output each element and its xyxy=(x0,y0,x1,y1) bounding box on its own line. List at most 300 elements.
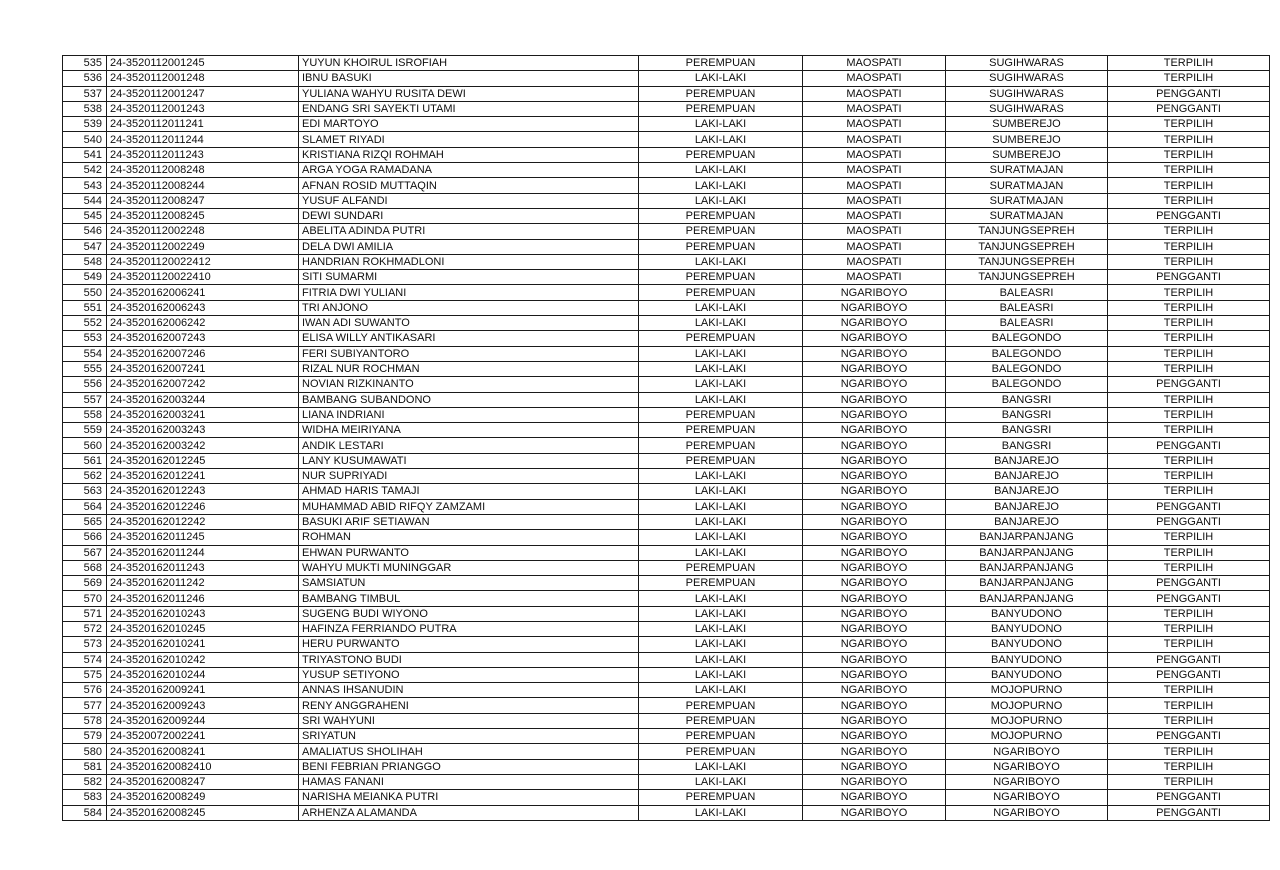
district-cell: NGARIBOYO xyxy=(803,729,946,744)
village-cell: BANJAREJO xyxy=(946,484,1108,499)
table-row xyxy=(63,86,1270,101)
district-cell: NGARIBOYO xyxy=(803,621,946,636)
village-cell: BALEGONDO xyxy=(946,361,1108,376)
table-row xyxy=(63,56,1270,71)
table-row xyxy=(63,805,1270,820)
full-name-cell: TRIYASTONO BUDI xyxy=(299,652,639,667)
gender-cell: LAKI-LAKI xyxy=(639,606,803,621)
full-name-cell: ARHENZA ALAMANDA xyxy=(299,805,639,820)
gender-cell: LAKI-LAKI xyxy=(639,484,803,499)
table-row xyxy=(63,591,1270,606)
row-number-cell: 563 xyxy=(63,484,107,499)
registration-number-cell: 24-3520162009243 xyxy=(107,698,299,713)
village-cell: TANJUNGSEPREH xyxy=(946,239,1108,254)
registration-number-cell: 24-3520162006242 xyxy=(107,316,299,331)
status-cell: TERPILIH xyxy=(1108,683,1270,698)
gender-cell: PEREMPUAN xyxy=(639,423,803,438)
registration-number-cell: 24-35201120022410 xyxy=(107,270,299,285)
registration-number-cell: 24-3520162010244 xyxy=(107,667,299,682)
village-cell: SUGIHWARAS xyxy=(946,86,1108,101)
gender-cell: PEREMPUAN xyxy=(639,208,803,223)
district-cell: MAOSPATI xyxy=(803,163,946,178)
full-name-cell: YUSUP SETIYONO xyxy=(299,667,639,682)
full-name-cell: LANY KUSUMAWATI xyxy=(299,453,639,468)
status-cell: PENGGANTI xyxy=(1108,101,1270,116)
village-cell: TANJUNGSEPREH xyxy=(946,270,1108,285)
status-cell: TERPILIH xyxy=(1108,774,1270,789)
registration-number-cell: 24-3520112008244 xyxy=(107,178,299,193)
village-cell: SURATMAJAN xyxy=(946,163,1108,178)
district-cell: NGARIBOYO xyxy=(803,361,946,376)
status-cell: TERPILIH xyxy=(1108,637,1270,652)
registration-number-cell: 24-3520112008247 xyxy=(107,193,299,208)
registration-number-cell: 24-3520162011245 xyxy=(107,530,299,545)
district-cell: NGARIBOYO xyxy=(803,545,946,560)
full-name-cell: HANDRIAN ROKHMADLONI xyxy=(299,254,639,269)
registration-number-cell: 24-3520162012245 xyxy=(107,453,299,468)
gender-cell: LAKI-LAKI xyxy=(639,514,803,529)
registration-number-cell: 24-3520162012246 xyxy=(107,499,299,514)
row-number-cell: 536 xyxy=(63,71,107,86)
full-name-cell: MUHAMMAD ABID RIFQY ZAMZAMI xyxy=(299,499,639,514)
district-cell: NGARIBOYO xyxy=(803,316,946,331)
village-cell: NGARIBOYO xyxy=(946,774,1108,789)
status-cell: PENGGANTI xyxy=(1108,208,1270,223)
gender-cell: PEREMPUAN xyxy=(639,331,803,346)
registration-number-cell: 24-3520112011244 xyxy=(107,132,299,147)
table-row xyxy=(63,254,1270,269)
district-cell: MAOSPATI xyxy=(803,86,946,101)
registration-number-cell: 24-3520112008245 xyxy=(107,208,299,223)
table-row xyxy=(63,270,1270,285)
registration-number-cell: 24-3520112011243 xyxy=(107,147,299,162)
full-name-cell: ANNAS IHSANUDIN xyxy=(299,683,639,698)
gender-cell: LAKI-LAKI xyxy=(639,530,803,545)
village-cell: MOJOPURNO xyxy=(946,713,1108,728)
gender-cell: LAKI-LAKI xyxy=(639,377,803,392)
gender-cell: LAKI-LAKI xyxy=(639,591,803,606)
table-row xyxy=(63,193,1270,208)
gender-cell: LAKI-LAKI xyxy=(639,652,803,667)
district-cell: NGARIBOYO xyxy=(803,453,946,468)
gender-cell: LAKI-LAKI xyxy=(639,499,803,514)
status-cell: TERPILIH xyxy=(1108,132,1270,147)
table-row xyxy=(63,239,1270,254)
full-name-cell: TRI ANJONO xyxy=(299,300,639,315)
registration-number-cell: 24-3520162008241 xyxy=(107,744,299,759)
registration-number-cell: 24-35201120022412 xyxy=(107,254,299,269)
table-row xyxy=(63,163,1270,178)
district-cell: NGARIBOYO xyxy=(803,331,946,346)
village-cell: BANJARPANJANG xyxy=(946,530,1108,545)
village-cell: BALEGONDO xyxy=(946,377,1108,392)
registration-number-cell: 24-3520112002248 xyxy=(107,224,299,239)
status-cell: TERPILIH xyxy=(1108,469,1270,484)
district-cell: MAOSPATI xyxy=(803,147,946,162)
row-number-cell: 565 xyxy=(63,514,107,529)
status-cell: TERPILIH xyxy=(1108,193,1270,208)
table-row xyxy=(63,729,1270,744)
district-cell: NGARIBOYO xyxy=(803,499,946,514)
gender-cell: LAKI-LAKI xyxy=(639,361,803,376)
gender-cell: PEREMPUAN xyxy=(639,729,803,744)
gender-cell: PEREMPUAN xyxy=(639,698,803,713)
table-row xyxy=(63,361,1270,376)
registration-number-cell: 24-3520112001245 xyxy=(107,56,299,71)
village-cell: NGARIBOYO xyxy=(946,744,1108,759)
row-number-cell: 582 xyxy=(63,774,107,789)
village-cell: BANJAREJO xyxy=(946,514,1108,529)
row-number-cell: 555 xyxy=(63,361,107,376)
registration-number-cell: 24-3520162012241 xyxy=(107,469,299,484)
full-name-cell: SAMSIATUN xyxy=(299,576,639,591)
full-name-cell: YUYUN KHOIRUL ISROFIAH xyxy=(299,56,639,71)
row-number-cell: 562 xyxy=(63,469,107,484)
row-number-cell: 535 xyxy=(63,56,107,71)
full-name-cell: AFNAN ROSID MUTTAQIN xyxy=(299,178,639,193)
full-name-cell: WAHYU MUKTI MUNINGGAR xyxy=(299,560,639,575)
registration-number-cell: 24-3520112001248 xyxy=(107,71,299,86)
village-cell: BANGSRI xyxy=(946,392,1108,407)
table-body xyxy=(63,56,1270,821)
gender-cell: LAKI-LAKI xyxy=(639,774,803,789)
full-name-cell: HERU PURWANTO xyxy=(299,637,639,652)
full-name-cell: IWAN ADI SUWANTO xyxy=(299,316,639,331)
table-row xyxy=(63,224,1270,239)
village-cell: SUGIHWARAS xyxy=(946,56,1108,71)
status-cell: TERPILIH xyxy=(1108,178,1270,193)
table-row xyxy=(63,713,1270,728)
row-number-cell: 542 xyxy=(63,163,107,178)
table-row xyxy=(63,331,1270,346)
gender-cell: PEREMPUAN xyxy=(639,407,803,422)
registration-number-cell: 24-3520112002249 xyxy=(107,239,299,254)
registration-number-cell: 24-3520162009241 xyxy=(107,683,299,698)
status-cell: TERPILIH xyxy=(1108,316,1270,331)
gender-cell: PEREMPUAN xyxy=(639,86,803,101)
gender-cell: LAKI-LAKI xyxy=(639,254,803,269)
village-cell: BANYUDONO xyxy=(946,652,1108,667)
status-cell: TERPILIH xyxy=(1108,163,1270,178)
village-cell: BANJARPANJANG xyxy=(946,591,1108,606)
district-cell: NGARIBOYO xyxy=(803,514,946,529)
gender-cell: LAKI-LAKI xyxy=(639,178,803,193)
gender-cell: PEREMPUAN xyxy=(639,560,803,575)
participant-table xyxy=(62,55,1270,821)
gender-cell: PEREMPUAN xyxy=(639,270,803,285)
village-cell: BANJAREJO xyxy=(946,469,1108,484)
status-cell: TERPILIH xyxy=(1108,331,1270,346)
row-number-cell: 548 xyxy=(63,254,107,269)
registration-number-cell: 24-3520162010241 xyxy=(107,637,299,652)
table-row xyxy=(63,346,1270,361)
village-cell: SUMBEREJO xyxy=(946,147,1108,162)
row-number-cell: 576 xyxy=(63,683,107,698)
row-number-cell: 552 xyxy=(63,316,107,331)
full-name-cell: BAMBANG TIMBUL xyxy=(299,591,639,606)
village-cell: SUMBEREJO xyxy=(946,117,1108,132)
row-number-cell: 558 xyxy=(63,407,107,422)
gender-cell: LAKI-LAKI xyxy=(639,132,803,147)
gender-cell: LAKI-LAKI xyxy=(639,805,803,820)
district-cell: NGARIBOYO xyxy=(803,346,946,361)
district-cell: NGARIBOYO xyxy=(803,392,946,407)
status-cell: TERPILIH xyxy=(1108,239,1270,254)
district-cell: NGARIBOYO xyxy=(803,606,946,621)
row-number-cell: 539 xyxy=(63,117,107,132)
status-cell: TERPILIH xyxy=(1108,713,1270,728)
table-row xyxy=(63,285,1270,300)
row-number-cell: 547 xyxy=(63,239,107,254)
gender-cell: PEREMPUAN xyxy=(639,239,803,254)
row-number-cell: 560 xyxy=(63,438,107,453)
gender-cell: LAKI-LAKI xyxy=(639,759,803,774)
full-name-cell: FITRIA DWI YULIANI xyxy=(299,285,639,300)
table-row xyxy=(63,698,1270,713)
village-cell: BANYUDONO xyxy=(946,606,1108,621)
village-cell: NGARIBOYO xyxy=(946,759,1108,774)
full-name-cell: ROHMAN xyxy=(299,530,639,545)
full-name-cell: BAMBANG SUBANDONO xyxy=(299,392,639,407)
gender-cell: PEREMPUAN xyxy=(639,790,803,805)
district-cell: MAOSPATI xyxy=(803,56,946,71)
row-number-cell: 550 xyxy=(63,285,107,300)
gender-cell: LAKI-LAKI xyxy=(639,392,803,407)
row-number-cell: 537 xyxy=(63,86,107,101)
status-cell: TERPILIH xyxy=(1108,300,1270,315)
registration-number-cell: 24-3520162007243 xyxy=(107,331,299,346)
row-number-cell: 544 xyxy=(63,193,107,208)
district-cell: NGARIBOYO xyxy=(803,667,946,682)
status-cell: TERPILIH xyxy=(1108,484,1270,499)
full-name-cell: WIDHA MEIRIYANA xyxy=(299,423,639,438)
registration-number-cell: 24-35201620082410 xyxy=(107,759,299,774)
row-number-cell: 575 xyxy=(63,667,107,682)
status-cell: TERPILIH xyxy=(1108,407,1270,422)
full-name-cell: AHMAD HARIS TAMAJI xyxy=(299,484,639,499)
village-cell: BALEASRI xyxy=(946,300,1108,315)
table-row xyxy=(63,178,1270,193)
registration-number-cell: 24-3520162006243 xyxy=(107,300,299,315)
district-cell: MAOSPATI xyxy=(803,178,946,193)
full-name-cell: YULIANA WAHYU RUSITA DEWI xyxy=(299,86,639,101)
district-cell: MAOSPATI xyxy=(803,270,946,285)
row-number-cell: 541 xyxy=(63,147,107,162)
gender-cell: LAKI-LAKI xyxy=(639,545,803,560)
full-name-cell: ARGA YOGA RAMADANA xyxy=(299,163,639,178)
table-row xyxy=(63,759,1270,774)
status-cell: TERPILIH xyxy=(1108,744,1270,759)
full-name-cell: AMALIATUS SHOLIHAH xyxy=(299,744,639,759)
gender-cell: PEREMPUAN xyxy=(639,101,803,116)
registration-number-cell: 24-3520162008249 xyxy=(107,790,299,805)
village-cell: BANJARPANJANG xyxy=(946,560,1108,575)
row-number-cell: 546 xyxy=(63,224,107,239)
full-name-cell: EDI MARTOYO xyxy=(299,117,639,132)
full-name-cell: DEWI SUNDARI xyxy=(299,208,639,223)
table-row xyxy=(63,545,1270,560)
district-cell: NGARIBOYO xyxy=(803,637,946,652)
registration-number-cell: 24-3520112008248 xyxy=(107,163,299,178)
status-cell: PENGGANTI xyxy=(1108,805,1270,820)
gender-cell: LAKI-LAKI xyxy=(639,637,803,652)
village-cell: BANJARPANJANG xyxy=(946,576,1108,591)
registration-number-cell: 24-3520162011246 xyxy=(107,591,299,606)
status-cell: TERPILIH xyxy=(1108,698,1270,713)
row-number-cell: 580 xyxy=(63,744,107,759)
document-sheet xyxy=(62,55,1221,821)
registration-number-cell: 24-3520162012242 xyxy=(107,514,299,529)
table-row xyxy=(63,453,1270,468)
status-cell: TERPILIH xyxy=(1108,224,1270,239)
district-cell: MAOSPATI xyxy=(803,208,946,223)
district-cell: NGARIBOYO xyxy=(803,423,946,438)
table-row xyxy=(63,71,1270,86)
village-cell: BANGSRI xyxy=(946,423,1108,438)
district-cell: NGARIBOYO xyxy=(803,713,946,728)
district-cell: MAOSPATI xyxy=(803,254,946,269)
district-cell: NGARIBOYO xyxy=(803,484,946,499)
district-cell: NGARIBOYO xyxy=(803,469,946,484)
status-cell: PENGGANTI xyxy=(1108,667,1270,682)
district-cell: MAOSPATI xyxy=(803,239,946,254)
village-cell: BANGSRI xyxy=(946,438,1108,453)
gender-cell: PEREMPUAN xyxy=(639,147,803,162)
gender-cell: LAKI-LAKI xyxy=(639,117,803,132)
gender-cell: PEREMPUAN xyxy=(639,438,803,453)
status-cell: PENGGANTI xyxy=(1108,377,1270,392)
full-name-cell: RENY ANGGRAHENI xyxy=(299,698,639,713)
registration-number-cell: 24-3520162011244 xyxy=(107,545,299,560)
row-number-cell: 551 xyxy=(63,300,107,315)
row-number-cell: 554 xyxy=(63,346,107,361)
table-row xyxy=(63,499,1270,514)
gender-cell: LAKI-LAKI xyxy=(639,316,803,331)
district-cell: MAOSPATI xyxy=(803,132,946,147)
table-row xyxy=(63,438,1270,453)
gender-cell: LAKI-LAKI xyxy=(639,667,803,682)
status-cell: TERPILIH xyxy=(1108,545,1270,560)
district-cell: NGARIBOYO xyxy=(803,744,946,759)
row-number-cell: 567 xyxy=(63,545,107,560)
row-number-cell: 543 xyxy=(63,178,107,193)
gender-cell: PEREMPUAN xyxy=(639,224,803,239)
gender-cell: PEREMPUAN xyxy=(639,576,803,591)
village-cell: BALEGONDO xyxy=(946,331,1108,346)
registration-number-cell: 24-3520162008245 xyxy=(107,805,299,820)
status-cell: TERPILIH xyxy=(1108,254,1270,269)
registration-number-cell: 24-3520162007242 xyxy=(107,377,299,392)
gender-cell: LAKI-LAKI xyxy=(639,193,803,208)
row-number-cell: 538 xyxy=(63,101,107,116)
registration-number-cell: 24-3520162010245 xyxy=(107,621,299,636)
row-number-cell: 578 xyxy=(63,713,107,728)
district-cell: NGARIBOYO xyxy=(803,683,946,698)
district-cell: NGARIBOYO xyxy=(803,300,946,315)
row-number-cell: 569 xyxy=(63,576,107,591)
full-name-cell: KRISTIANA RIZQI ROHMAH xyxy=(299,147,639,162)
gender-cell: LAKI-LAKI xyxy=(639,469,803,484)
village-cell: BANYUDONO xyxy=(946,637,1108,652)
registration-number-cell: 24-3520162003242 xyxy=(107,438,299,453)
district-cell: NGARIBOYO xyxy=(803,698,946,713)
table-row xyxy=(63,774,1270,789)
table-row xyxy=(63,790,1270,805)
village-cell: SURATMAJAN xyxy=(946,208,1108,223)
row-number-cell: 579 xyxy=(63,729,107,744)
registration-number-cell: 24-3520162010242 xyxy=(107,652,299,667)
row-number-cell: 573 xyxy=(63,637,107,652)
status-cell: TERPILIH xyxy=(1108,117,1270,132)
table-row xyxy=(63,637,1270,652)
registration-number-cell: 24-3520112011241 xyxy=(107,117,299,132)
village-cell: BALEASRI xyxy=(946,285,1108,300)
district-cell: MAOSPATI xyxy=(803,71,946,86)
registration-number-cell: 24-3520162011242 xyxy=(107,576,299,591)
village-cell: SURATMAJAN xyxy=(946,193,1108,208)
row-number-cell: 545 xyxy=(63,208,107,223)
table-row xyxy=(63,423,1270,438)
table-row xyxy=(63,132,1270,147)
full-name-cell: EHWAN PURWANTO xyxy=(299,545,639,560)
gender-cell: PEREMPUAN xyxy=(639,453,803,468)
table-row xyxy=(63,316,1270,331)
status-cell: PENGGANTI xyxy=(1108,438,1270,453)
table-row xyxy=(63,514,1270,529)
status-cell: TERPILIH xyxy=(1108,423,1270,438)
table-row xyxy=(63,469,1270,484)
registration-number-cell: 24-3520162003244 xyxy=(107,392,299,407)
table-row xyxy=(63,208,1270,223)
gender-cell: LAKI-LAKI xyxy=(639,346,803,361)
full-name-cell: IBNU BASUKI xyxy=(299,71,639,86)
registration-number-cell: 24-3520072002241 xyxy=(107,729,299,744)
district-cell: MAOSPATI xyxy=(803,193,946,208)
district-cell: NGARIBOYO xyxy=(803,438,946,453)
registration-number-cell: 24-3520162003243 xyxy=(107,423,299,438)
district-cell: NGARIBOYO xyxy=(803,530,946,545)
village-cell: BANGSRI xyxy=(946,407,1108,422)
village-cell: MOJOPURNO xyxy=(946,698,1108,713)
full-name-cell: SRI WAHYUNI xyxy=(299,713,639,728)
village-cell: SURATMAJAN xyxy=(946,178,1108,193)
village-cell: BANYUDONO xyxy=(946,621,1108,636)
table-row xyxy=(63,407,1270,422)
status-cell: PENGGANTI xyxy=(1108,499,1270,514)
village-cell: BALEGONDO xyxy=(946,346,1108,361)
village-cell: TANJUNGSEPREH xyxy=(946,254,1108,269)
full-name-cell: SRIYATUN xyxy=(299,729,639,744)
full-name-cell: BENI FEBRIAN PRIANGGO xyxy=(299,759,639,774)
district-cell: NGARIBOYO xyxy=(803,652,946,667)
row-number-cell: 584 xyxy=(63,805,107,820)
status-cell: TERPILIH xyxy=(1108,346,1270,361)
registration-number-cell: 24-3520162007241 xyxy=(107,361,299,376)
district-cell: MAOSPATI xyxy=(803,117,946,132)
row-number-cell: 571 xyxy=(63,606,107,621)
full-name-cell: SITI SUMARMI xyxy=(299,270,639,285)
gender-cell: PEREMPUAN xyxy=(639,713,803,728)
village-cell: BANJARPANJANG xyxy=(946,545,1108,560)
table-row xyxy=(63,652,1270,667)
district-cell: NGARIBOYO xyxy=(803,591,946,606)
full-name-cell: FERI SUBIYANTORO xyxy=(299,346,639,361)
status-cell: PENGGANTI xyxy=(1108,86,1270,101)
district-cell: NGARIBOYO xyxy=(803,285,946,300)
table-row xyxy=(63,744,1270,759)
full-name-cell: ELISA WILLY ANTIKASARI xyxy=(299,331,639,346)
table-row xyxy=(63,377,1270,392)
